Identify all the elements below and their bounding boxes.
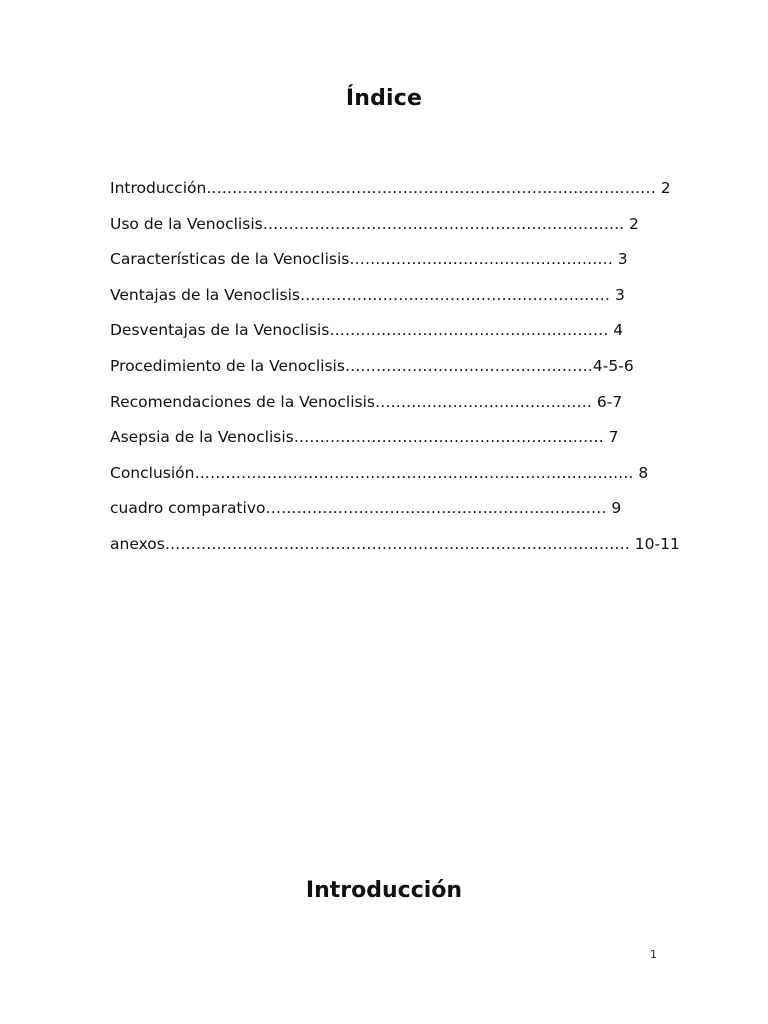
toc-entry-uso: Uso de la Venoclisis……………………………………………………………. 2 bbox=[110, 214, 639, 233]
toc-entry-conclusion: Conclusión…………………………………………………………………………. 8 bbox=[110, 463, 649, 482]
table-of-contents bbox=[110, 176, 680, 568]
toc-entry-asepsia: Asepsia de la Venoclisis…………………………………………………… 7 bbox=[110, 428, 619, 447]
toc-entry-introduccion: Introducción…………………………………………………………………………… 2 bbox=[110, 179, 671, 197]
toc-entry-ventajas: Ventajas de la Venoclisis…………………………………………………… 3 bbox=[110, 285, 625, 304]
toc-entry-anexos: anexos……………………………………………………………………………… 10-11 bbox=[110, 534, 680, 553]
toc-entry-desventajas: Desventajas de la Venoclisis……………………………………………… 4 bbox=[110, 321, 624, 340]
introduccion-heading: Introducción bbox=[305, 878, 463, 903]
toc-entry-caracteristicas: Características de la Venoclisis…………………………………………… 3 bbox=[110, 250, 628, 269]
index-title: Índice bbox=[345, 86, 423, 111]
page-number: 1 bbox=[650, 948, 657, 961]
toc-entry-cuadro-comparativo: cuadro comparativo………………………………………………………… 9 bbox=[110, 499, 622, 518]
toc-entry-procedimiento: Procedimiento de la Venoclisis…………………………………………4-5-6 bbox=[110, 356, 634, 375]
toc-entry-recomendaciones: Recomendaciones de la Venoclisis…………………………………… 6-7 bbox=[110, 392, 623, 411]
